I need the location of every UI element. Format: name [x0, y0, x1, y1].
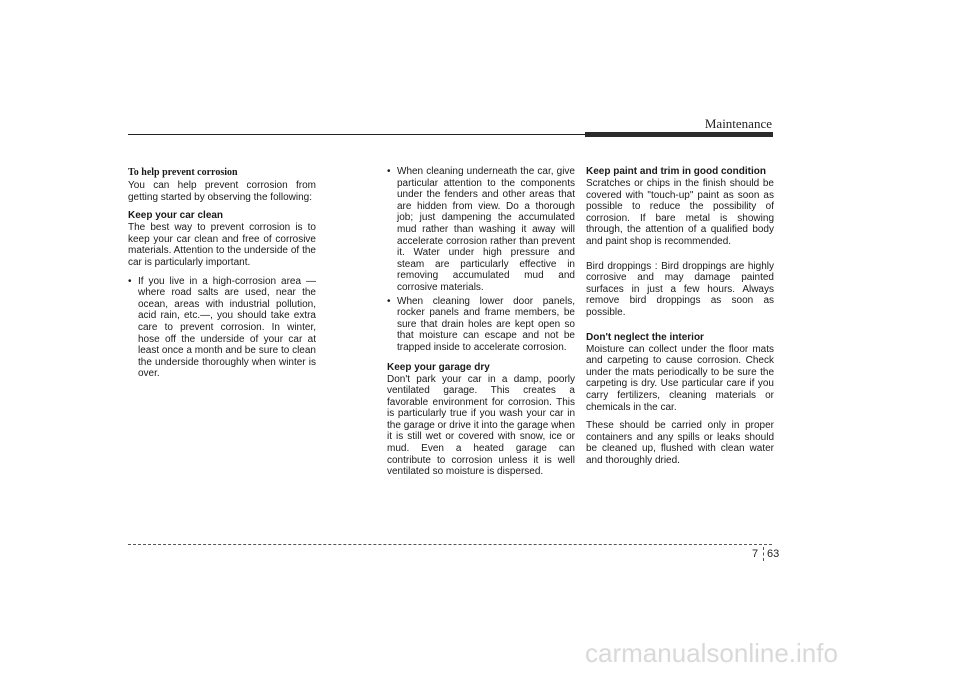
containers-paragraph: These should be carried only in proper containers and any spills or leaks should be cleaned up, flushed with clean water and thoroughly dried.	[586, 420, 774, 466]
header-bar	[585, 132, 773, 137]
column-3	[586, 166, 774, 473]
subheading-keep-car-clean: Keep your car clean	[128, 210, 224, 222]
interior-paragraph: Moisture can collect under the floor mats and carpeting to cause corrosion. Check under the mats periodically to be sure the carpeting is dry. Use particular care if you carry fertilizers, cleaning materials or chemicals in the car.	[586, 343, 774, 413]
column-2	[387, 166, 575, 485]
bird-droppings-paragraph: Bird droppings : Bird droppings are highly corrosive and may damage painted surfaces in just a few hours. Always remove bird droppings as soon as possible.	[586, 260, 774, 318]
page-number: 63	[767, 548, 780, 560]
intro-paragraph: You can help prevent corrosion from getting started by observing the following:	[128, 180, 316, 203]
subheading-keep-garage-dry: Keep your garage dry	[387, 361, 490, 373]
header-title: Maintenance	[704, 116, 772, 131]
chapter-number: 7	[752, 548, 759, 560]
garage-paragraph: Don't park your car in a damp, poorly ventilated garage. This creates a favorable environment for corrosion. This is particularly true if you wash your car in the garage or drive it into the garage when it is still wet or covered with snow, ice or mud. Even a heated garage can contribute to corrosion unless it is well ventilated so moisture is dispersed.	[387, 373, 575, 478]
bullet-high-corrosion-area: • If you live in a high-corrosion area — where road salts are used, near the ocean, areas with industrial pollution, acid rain, etc.—, you should take extra care to prevent corrosion. In winter, hose off the underside of your car at least once a month and be sure to clean the underside thoroughly when winter is over.	[128, 276, 316, 380]
header-rule	[128, 134, 585, 135]
paint-paragraph: Scratches or chips in the finish should be covered with "touch-up" paint as soon as possible to reduce the possibility of corrosion. If bare metal is showing through, the attention of a qualified body and paint shop is recommended.	[586, 178, 774, 247]
footer-rule	[128, 544, 772, 545]
keep-clean-paragraph: The best way to prevent corrosion is to keep your car clean and free of corrosive materials. Attention to the underside of the car is particularly important.	[128, 222, 316, 268]
bullet-cleaning-underneath: • When cleaning underneath the car, give particular attention to the components under the fenders and other areas that are hidden from view. Do a thorough job; just dampening the accumulated mud rather than washing it away will accelerate corrosion rather than prevent it. Water under high pressure and steam are particularly effective in removing accumulated mud and corrosive materials.	[387, 166, 575, 294]
heading-interior: Don't neglect the interior	[586, 331, 704, 343]
heading-paint-trim: Keep paint and trim in good condition	[586, 166, 766, 177]
page-separator	[763, 547, 764, 561]
column-1	[128, 166, 316, 382]
watermark: carmanualsonline.info	[585, 638, 838, 668]
bullet-lower-door-panels: • When cleaning lower door panels, rocker panels and frame members, be sure that drain holes are kept open so that moisture can escape and not be trapped inside to accelerate corrosion.	[387, 296, 575, 354]
section-heading-prevent-corrosion: To help prevent corrosion	[128, 167, 238, 178]
